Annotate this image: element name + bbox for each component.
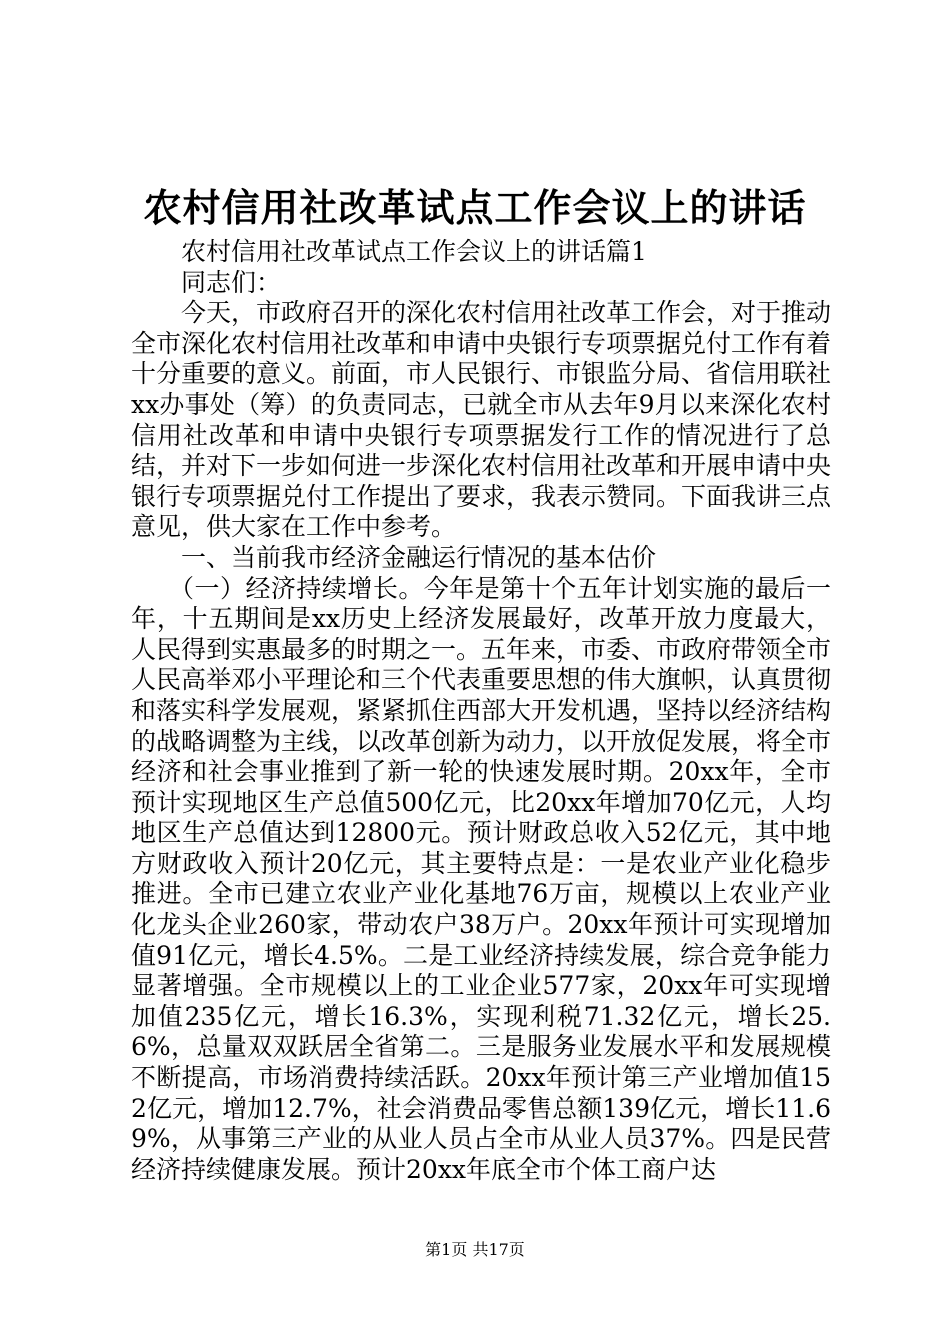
page-footer: 第1页 共17页: [425, 1240, 525, 1259]
document-subtitle: 农村信用社改革试点工作会议上的讲话篇1: [181, 237, 647, 266]
section-heading: 一、当前我市经济金融运行情况的基本估价: [181, 542, 657, 572]
salutation: 同志们：: [181, 267, 282, 297]
paragraph-economy: （一）经济持续增长。今年是第十个五年计划实施的最后一年，十五期间是xx历史上经济发展最好，改革开放力度最大，人民得到实惠最多的时期之一。五年来，市委、市政府带领全市人民高举邓小平理论和三个代表重要思想的伟大旗帜，认真贯彻和落实科学发展观，紧紧抓住西部大开发机遇，坚持以经济结构的战略调整为主线，以改革创新为动力，以开放促发展，将全市经济和社会事业推到了新一轮的快速发展时期。20xx年，全市预计实现地区生产总值500亿元，比20xx年增加70亿元，人均地区生产总值达到12800元。预计财政总收入52亿元，其中地方财政收入预计20亿元，其主要特点是：一是农业产业化稳步推进。全市已建立农业产业化基地76万亩，规模以上农业产业化龙头企业260家，带动农户38万户。20xx年预计可实现增加值91亿元，增长4.5%。二是工业经济持续发展，综合竞争能力显著增强。全市规模以上的工业企业577家，20xx年可实现增加值235亿元，增长16.3%，实现利税71.32亿元，增长25.6%，总量双双跃居全省第二。三是服务业发展水平和发展规模不断提高，市场消费持续活跃。20xx年预计第三产业增加值152亿元，增加12.7%，社会消费品零售总额139亿元，增长11.69%，从事第三产业的从业人员占全市从业人员37%。四是民营经济持续健康发展。预计20xx年底全市个体工商户达: [131, 573, 832, 1184]
paragraph-intro: 今天，市政府召开的深化农村信用社改革工作会，对于推动全市深化农村信用社改革和申请中央银行专项票据兑付工作有着十分重要的意义。前面，市人民银行、市银监分局、省信用联社xx办事处（筹）的负责同志，已就全市从去年9月以来深化农村信用社改革和申请中央银行专项票据发行工作的情况进行了总结，并对下一步如何进一步深化农村信用社改革和开展申请中央银行专项票据兑付工作提出了要求，我表示赞同。下面我讲三点意见，供大家在工作中参考。: [131, 298, 832, 542]
document-title: 农村信用社改革试点工作会议上的讲话: [143, 185, 807, 230]
document-body: [131, 237, 831, 1185]
